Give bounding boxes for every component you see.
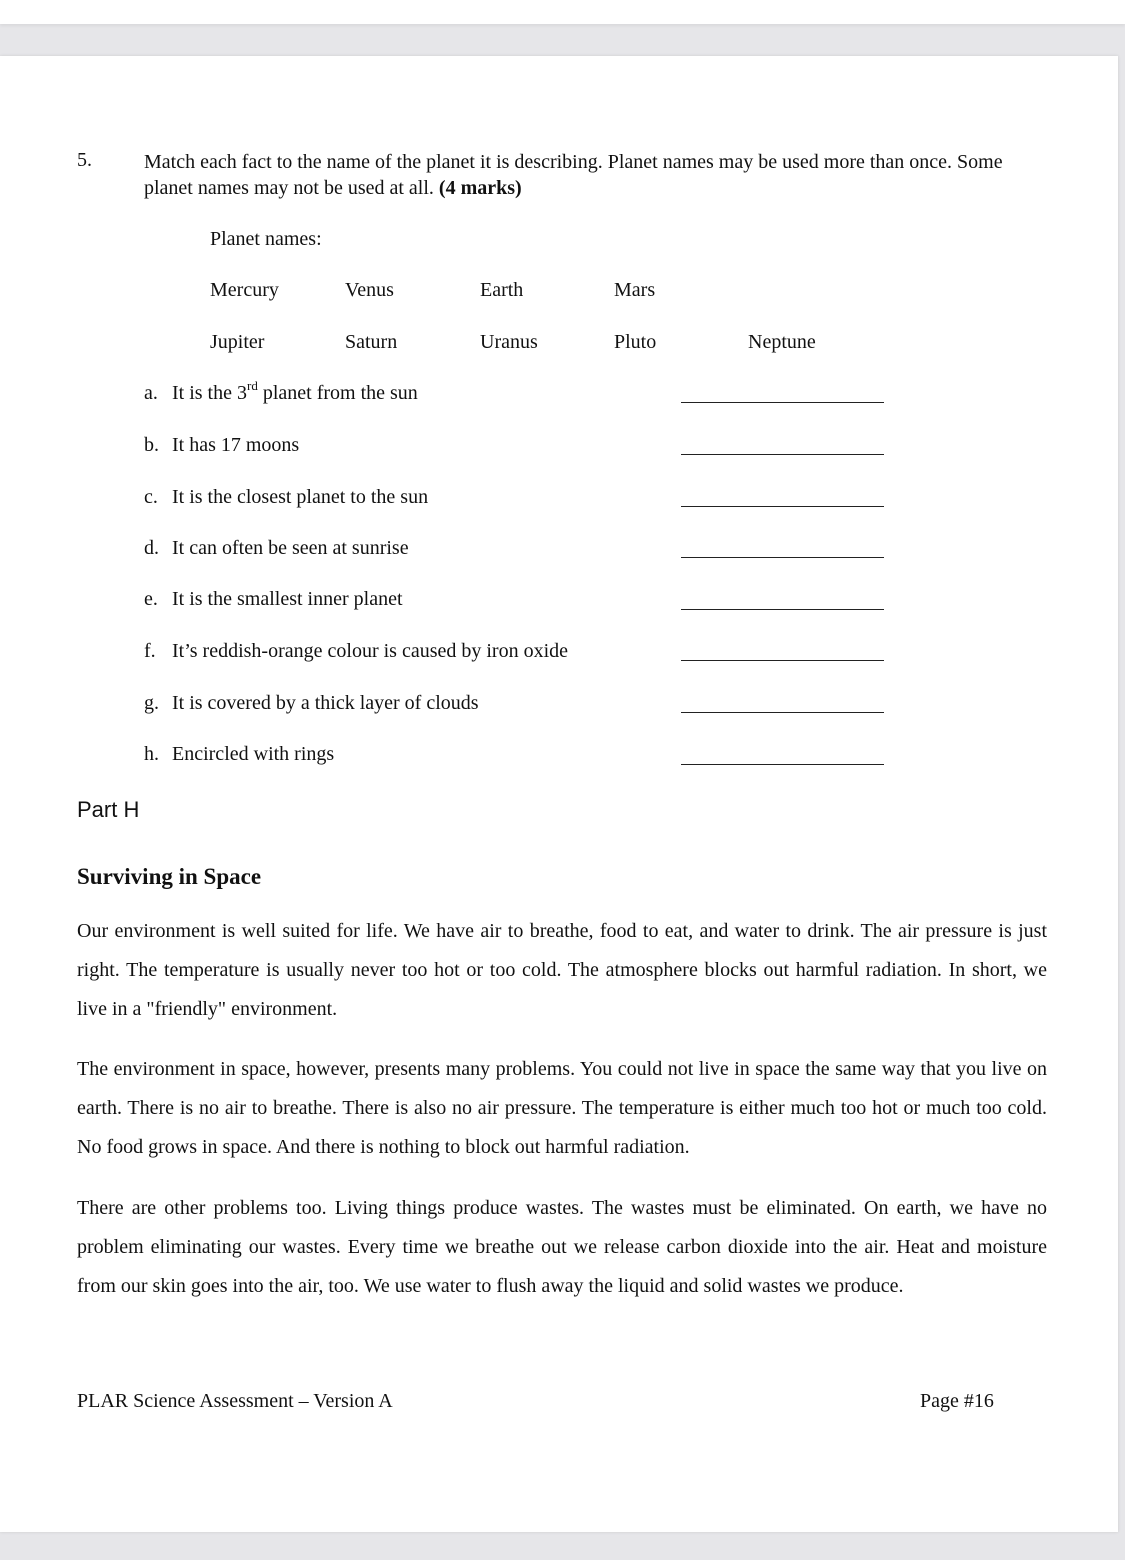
fact-letter: e.	[144, 588, 158, 610]
fact-item	[144, 692, 479, 715]
question-marks: (4 marks)	[438, 177, 522, 199]
fact-text: It is the 3	[172, 382, 247, 404]
question-number: 5.	[77, 149, 92, 171]
fact-letter: b.	[144, 434, 159, 456]
page-number: Page #16	[920, 1390, 994, 1412]
fact-text: Encircled with rings	[172, 743, 335, 765]
answer-blank[interactable]	[681, 506, 884, 507]
document-page	[0, 56, 1118, 1532]
paragraph: The environment in space, however, presents many problems. You could not live in space the same way that you live on earth. There is no air to breathe. There is also no air pressure. The temperature is either much too hot or much too cold. No food grows in space. And there is nothing to block out harmful radiation.	[77, 1058, 1047, 1158]
fact-text: It has 17 moons	[172, 434, 300, 456]
planet-name: Pluto	[614, 331, 657, 353]
fact-letter: g.	[144, 692, 159, 714]
section-title: Surviving in Space	[77, 864, 262, 889]
fact-text-cont: planet from the sun	[257, 382, 418, 404]
question-text: Match each fact to the name of the planet it is describing. Planet names may be used more than once. Some planet names may not be used at all.	[144, 151, 1003, 199]
viewer-top-strip	[0, 0, 1125, 24]
fact-text: It is the smallest inner planet	[172, 588, 403, 610]
planet-name: Mars	[614, 279, 656, 301]
planet-name: Saturn	[345, 331, 398, 353]
fact-text: It is covered by a thick layer of clouds	[172, 692, 479, 714]
answer-blank[interactable]	[681, 712, 884, 713]
fact-item	[144, 434, 299, 457]
paragraph: There are other problems too. Living things produce wastes. The wastes must be eliminated. On earth, we have no problem eliminating our wastes. Every time we breathe out we release carbon dioxide into the air. Heat and moisture from our skin goes into the air, too. We use water to flush away the liquid and solid wastes we produce.	[77, 1197, 1047, 1297]
answer-blank[interactable]	[681, 764, 884, 765]
fact-item	[144, 743, 334, 766]
question-prompt	[144, 149, 1024, 201]
footer-title: PLAR Science Assessment – Version A	[77, 1390, 393, 1412]
planet-name: Uranus	[480, 331, 538, 353]
fact-item	[144, 640, 568, 663]
planet-name: Jupiter	[210, 331, 265, 353]
planet-name: Venus	[345, 279, 394, 301]
fact-letter: c.	[144, 486, 158, 508]
planet-name: Neptune	[748, 331, 816, 353]
fact-superscript: rd	[247, 378, 258, 394]
planet-names-label: Planet names:	[210, 228, 322, 250]
answer-blank[interactable]	[681, 402, 884, 403]
fact-item	[144, 588, 403, 611]
fact-text: It is the closest planet to the sun	[172, 486, 429, 508]
answer-blank[interactable]	[681, 660, 884, 661]
answer-blank[interactable]	[681, 454, 884, 455]
part-heading: Part H	[77, 797, 140, 822]
answer-blank[interactable]	[681, 557, 884, 558]
fact-item	[144, 537, 409, 560]
fact-letter: f.	[144, 640, 156, 662]
fact-text: It can often be seen at sunrise	[172, 537, 409, 559]
answer-blank[interactable]	[681, 609, 884, 610]
fact-text: It’s reddish-orange colour is caused by iron oxide	[172, 640, 569, 662]
planet-name: Earth	[480, 279, 524, 301]
paragraph: Our environment is well suited for life. We have air to breathe, food to eat, and water to drink. The air pressure is just right. The temperature is usually never too hot or too cold. The atmosphere blocks out harmful radiation. In short, we live in a "friendly" environment.	[77, 920, 1047, 1020]
planet-name: Mercury	[210, 279, 279, 301]
fact-item	[144, 378, 418, 405]
fact-letter: d.	[144, 537, 159, 559]
fact-letter: a.	[144, 382, 158, 404]
fact-item	[144, 486, 428, 509]
fact-letter: h.	[144, 743, 159, 765]
